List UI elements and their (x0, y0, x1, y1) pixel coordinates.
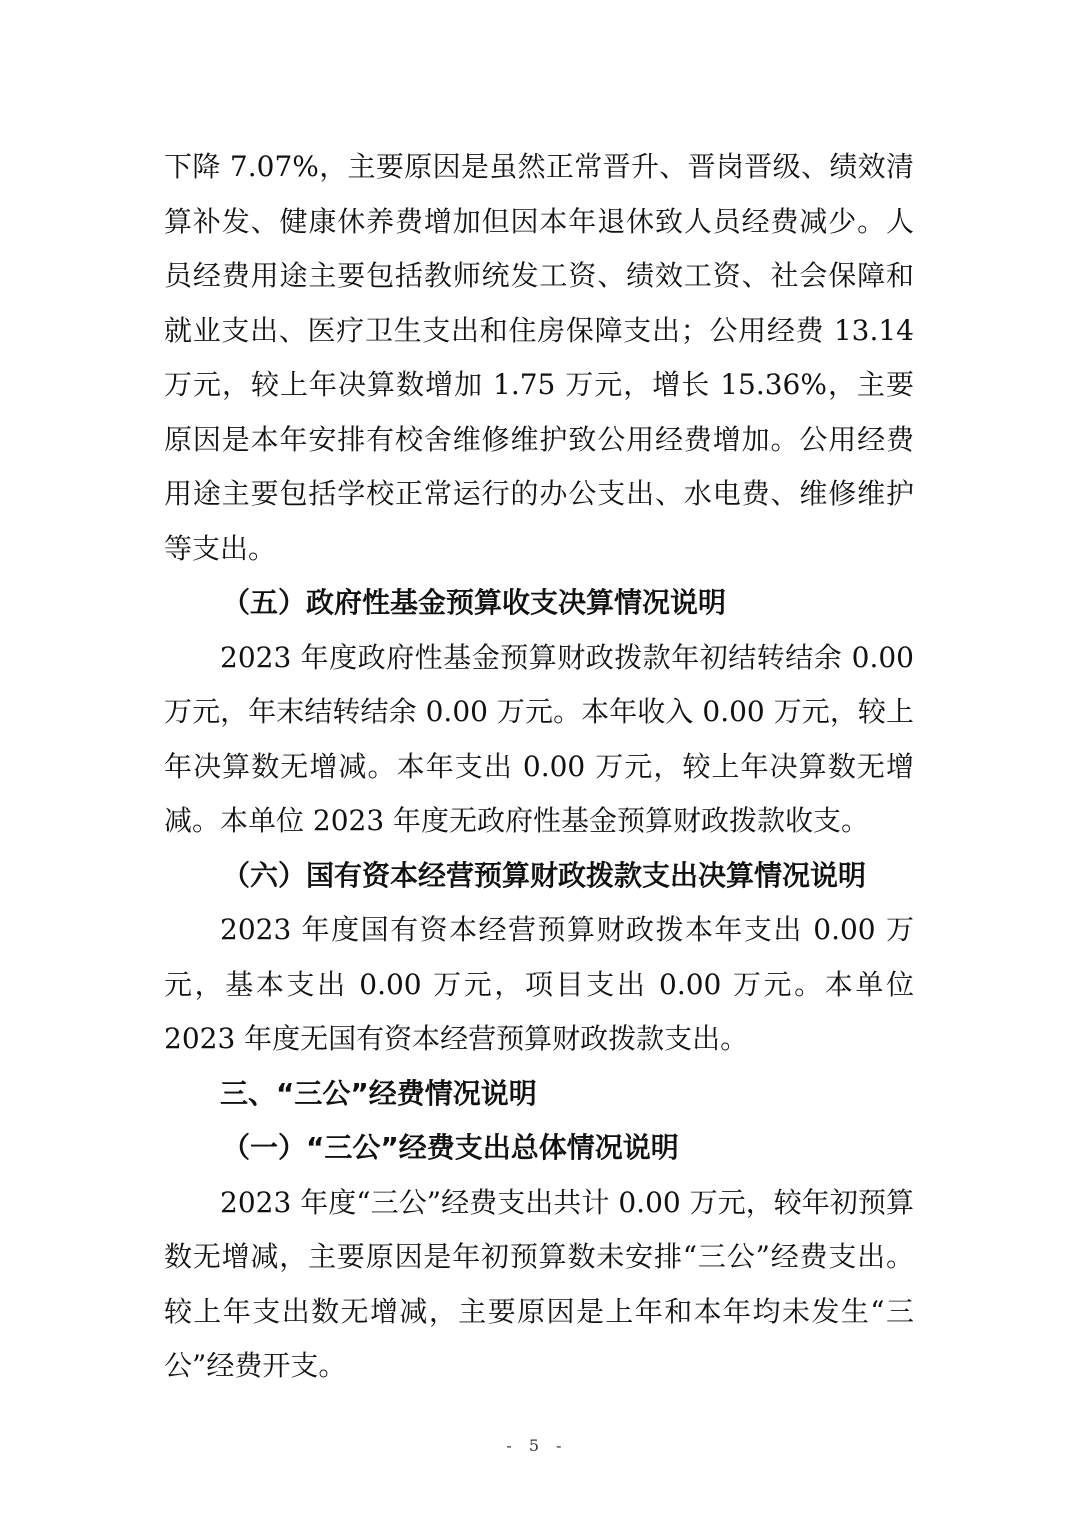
document-body (164, 140, 914, 1394)
section-heading-three-public: 三、“三公”经费情况说明 (220, 1076, 537, 1110)
subsection-heading-three-public-overall: （一）“三公”经费支出总体情况说明 (222, 1131, 679, 1164)
section-heading-state-capital: （六）国有资本经营预算财政拨款支出决算情况说明 (222, 858, 867, 892)
paragraph-personnel-public-expenses: 下降 7.07%，主要原因是虽然正常晋升、晋岗晋级、绩效清算补发、健康休养费增加但因本年退休致人员经费减少。人员经费用途主要包括教师统发工资、绩效工资、社会保障和就业支出、医疗卫生支出和住房保障支出；公用经费 13.14 万元，较上年决算数增加 1.75 万元，增长 15.36%，主要原因是本年安排有校舍维修维护致公用经费增加。公用经费用途主要包括学校正常运行的办公支出、水电费、维修维护等支出。 (164, 150, 914, 565)
paragraph-state-capital: 2023 年度国有资本经营预算财政拨本年支出 0.00 万元，基本支出 0.00 万元，项目支出 0.00 万元。本单位 2023 年度无国有资本经营预算财政拨款支出。 (164, 913, 914, 1055)
paragraph-three-public-overall: 2023 年度“三公”经费支出共计 0.00 万元，较年初预算数无增减，主要原因是年初预算数未安排“三公”经费支出。较上年支出数无增减，主要原因是上年和本年均未发生“三公”经费开支。 (164, 1185, 914, 1382)
paragraph-government-fund: 2023 年度政府性基金预算财政拨款年初结转结余 0.00 万元，年末结转结余 0.00 万元。本年收入 0.00 万元，较上年决算数无增减。本年支出 0.00 万元，较上年决算数无增减。本单位 2023 年度无政府性基金预算财政拨款收支。 (164, 640, 914, 837)
page-number: - 5 - (506, 1436, 568, 1455)
section-heading-government-fund: （五）政府性基金预算收支决算情况说明 (222, 586, 727, 619)
